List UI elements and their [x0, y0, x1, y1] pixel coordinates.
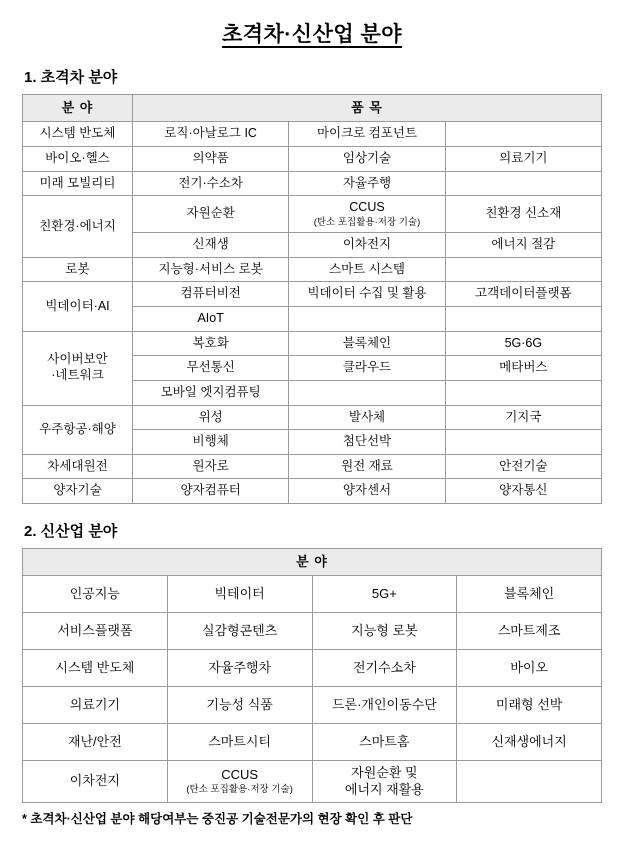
- item-sub-label: (탄소 포집활용·저장 기술): [186, 784, 293, 796]
- category-cell: 로봇: [23, 257, 133, 282]
- item-cell: 복호화: [133, 331, 289, 356]
- item-cell: CCUS (탄소 포집활용·저장 기술): [289, 196, 445, 233]
- item-cell: 드론·개인이동수단: [312, 687, 457, 724]
- item-cell: 의료기기: [445, 146, 601, 171]
- table-row: [23, 405, 602, 430]
- item-cell: 이차전지: [23, 761, 168, 803]
- item-cell: 신재생에너지: [457, 724, 602, 761]
- item-cell: 발사체: [289, 405, 445, 430]
- table-row: [23, 257, 602, 282]
- category-cell: 양자기술: [23, 479, 133, 504]
- item-cell: 친환경 신소재: [445, 196, 601, 233]
- empty-cell: [445, 171, 601, 196]
- table-header-row: [23, 549, 602, 576]
- table-row: [23, 687, 602, 724]
- item-cell: 기능성 식품: [167, 687, 312, 724]
- empty-cell: [445, 380, 601, 405]
- item-cell: 5G+: [312, 576, 457, 613]
- item-cell: 안전기술: [445, 454, 601, 479]
- item-cell: 스마트홈: [312, 724, 457, 761]
- item-cell: 클라우드: [289, 356, 445, 381]
- column-header-category: 분 야: [23, 95, 133, 122]
- item-cell: 인공지능: [23, 576, 168, 613]
- chogeokcha-table: [22, 94, 602, 504]
- category-cell: 시스템 반도체: [23, 122, 133, 147]
- item-cell: 의약품: [133, 146, 289, 171]
- empty-cell: [445, 430, 601, 455]
- item-cell: 지능형 로봇: [312, 613, 457, 650]
- item-cell: CCUS (탄소 포집활용·저장 기술): [167, 761, 312, 803]
- item-cell: 신재생: [133, 233, 289, 258]
- item-cell: 스마트시티: [167, 724, 312, 761]
- empty-cell: [289, 307, 445, 332]
- item-cell: 메타버스: [445, 356, 601, 381]
- item-cell: 지능형·서비스 로봇: [133, 257, 289, 282]
- item-cell: 양자센서: [289, 479, 445, 504]
- item-cell: AIoT: [133, 307, 289, 332]
- table-row: [23, 454, 602, 479]
- item-cell: 로직·아날로그 IC: [133, 122, 289, 147]
- item-cell: 비행체: [133, 430, 289, 455]
- item-cell: 양자통신: [445, 479, 601, 504]
- item-cell: 위성: [133, 405, 289, 430]
- item-cell: 미래형 선박: [457, 687, 602, 724]
- item-cell: 고객데이터플랫폼: [445, 282, 601, 307]
- item-cell: 원자로: [133, 454, 289, 479]
- table-row: [23, 761, 602, 803]
- item-cell: 컴퓨터비전: [133, 282, 289, 307]
- table-row: [23, 613, 602, 650]
- page-title: 초격차·신산업 분야: [221, 23, 403, 46]
- item-cell: 빅테이터: [167, 576, 312, 613]
- item-cell: 실감형콘텐츠: [167, 613, 312, 650]
- table-row: [23, 331, 602, 356]
- category-cell: 차세대원전: [23, 454, 133, 479]
- item-cell: 전기수소차: [312, 650, 457, 687]
- item-cell: 자율주행차: [167, 650, 312, 687]
- item-sub-label: (탄소 포집활용·저장 기술): [313, 216, 421, 228]
- item-cell: 재난/안전: [23, 724, 168, 761]
- item-cell: 에너지 절감: [445, 233, 601, 258]
- table-header-row: [23, 95, 602, 122]
- table-row: [23, 650, 602, 687]
- table-row: [23, 724, 602, 761]
- table-row: [23, 282, 602, 307]
- empty-cell: [289, 380, 445, 405]
- item-cell: 서비스플랫폼: [23, 613, 168, 650]
- item-cell: 기지국: [445, 405, 601, 430]
- item-cell: 시스템 반도체: [23, 650, 168, 687]
- item-cell: 블록체인: [289, 331, 445, 356]
- table-row: [23, 576, 602, 613]
- item-cell: 무선통신: [133, 356, 289, 381]
- column-header-items: 품 목: [133, 95, 602, 122]
- item-cell: 모바일 엣지컴퓨팅: [133, 380, 289, 405]
- item-cell: 양자컴퓨터: [133, 479, 289, 504]
- category-cell: 우주항공·해양: [23, 405, 133, 454]
- item-cell: 스마트 시스템: [289, 257, 445, 282]
- item-cell: 의료기기: [23, 687, 168, 724]
- item-cell: 빅데이터 수집 및 활용: [289, 282, 445, 307]
- table-row: [23, 196, 602, 233]
- item-cell: 5G·6G: [445, 331, 601, 356]
- empty-cell: [445, 122, 601, 147]
- item-cell: 자원순환: [133, 196, 289, 233]
- table-row: [23, 146, 602, 171]
- item-cell: 블록체인: [457, 576, 602, 613]
- table-row: [23, 479, 602, 504]
- table-row: [23, 122, 602, 147]
- chogeokcha-table-body: [23, 95, 602, 504]
- sinsaneop-table-body: [23, 549, 602, 803]
- item-cell: 마이크로 컴포넌트: [289, 122, 445, 147]
- item-cell: 스마트제조: [457, 613, 602, 650]
- item-cell: 원전 재료: [289, 454, 445, 479]
- empty-cell: [457, 761, 602, 803]
- section-1-heading: 1. 초격차 분야: [24, 69, 118, 86]
- column-header-category: 분 야: [23, 549, 602, 576]
- category-cell: 바이오·헬스: [23, 146, 133, 171]
- sinsaneop-table: [22, 548, 602, 803]
- item-cell: 바이오: [457, 650, 602, 687]
- category-cell: 친환경·에너지: [23, 196, 133, 258]
- item-cell: 임상기술: [289, 146, 445, 171]
- category-cell: 사이버보안 ·네트워크: [23, 331, 133, 405]
- section-2-heading: 2. 신산업 분야: [24, 523, 118, 541]
- item-cell: 이차전지: [289, 233, 445, 258]
- item-cell: 자원순환 및 에너지 재활용: [312, 761, 457, 803]
- empty-cell: [445, 257, 601, 282]
- category-cell: 빅데이터·AI: [23, 282, 133, 331]
- table-row: [23, 171, 602, 196]
- item-cell: 첨단선박: [289, 430, 445, 455]
- empty-cell: [445, 307, 601, 332]
- category-cell: 미래 모빌리티: [23, 171, 133, 196]
- item-cell: 자율주행: [289, 171, 445, 196]
- footnote: * 초격차·신산업 분야 해당여부는 중진공 기술전문가의 현장 확인 후 판단: [22, 811, 413, 826]
- item-cell: 전기·수소차: [133, 171, 289, 196]
